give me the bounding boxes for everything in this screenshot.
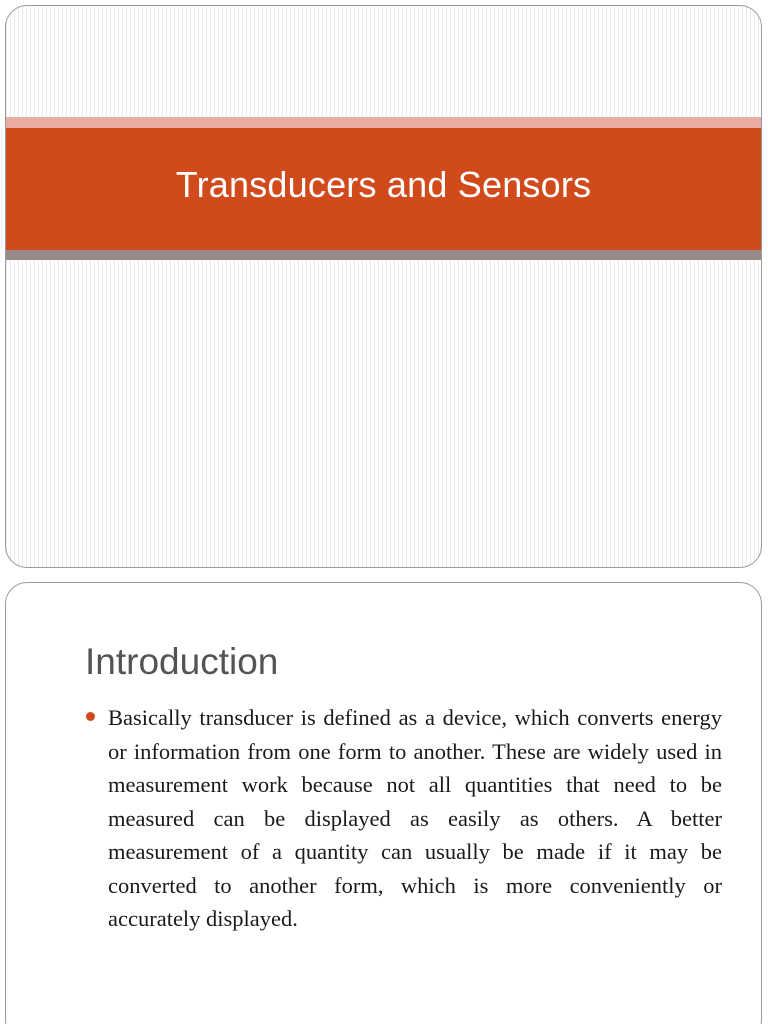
- bullet-item: [86, 701, 722, 936]
- slide-heading: Introduction: [85, 641, 279, 682]
- slide-title: Transducers and Sensors: [175, 164, 592, 205]
- bullet-text: Basically transducer is defined as a device, which converts energy or information from one form to another. These are widely used in measurement work because not all quantities that need to be measured can be displayed as easily as others. A better measurement of a quantity can usually be made if it may be converted to another form, which is more conveniently or accurately displayed.: [108, 705, 722, 931]
- title-band: [6, 128, 761, 250]
- content-slide: [5, 582, 762, 1024]
- title-slide: [5, 5, 762, 568]
- title-band-bottom-stripe: [6, 250, 761, 260]
- title-band-top-stripe: [6, 117, 761, 128]
- bullet-icon: [86, 712, 95, 721]
